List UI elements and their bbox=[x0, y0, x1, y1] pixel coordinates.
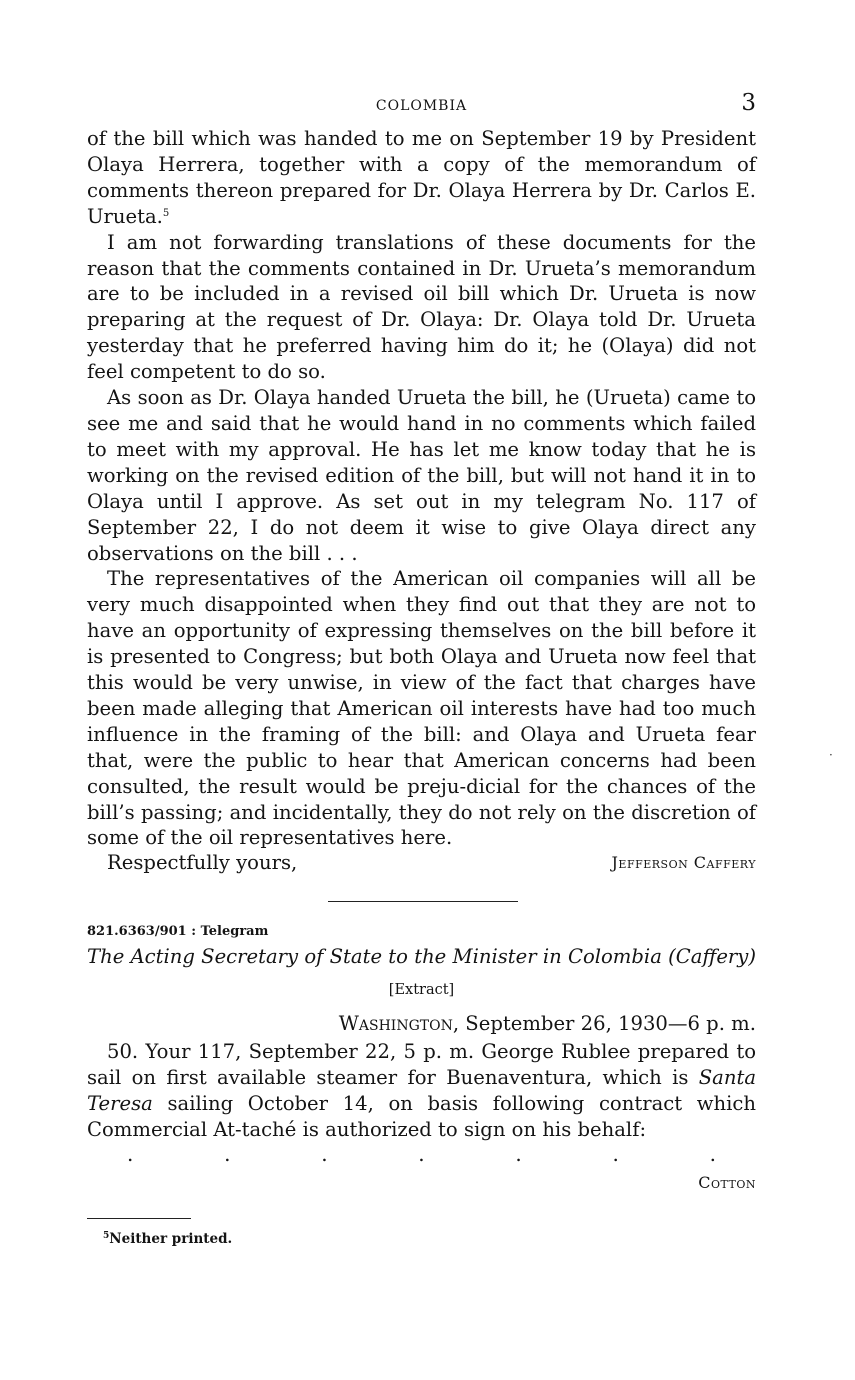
dateline-place: Washington bbox=[338, 1012, 453, 1036]
omission-dot: . bbox=[515, 1142, 522, 1166]
paragraph-2: I am not forwarding translations of these documents for the reason that the comments contained in Dr. Urueta’s memorandum are to be included in a revised oil bill which Dr. Urueta is now preparing at the request of Dr. Olaya: Dr. Olaya told Dr. Urueta yesterday that he preferred having him do it; he (Olaya) did not feel competent to do so. bbox=[87, 230, 756, 384]
omission-dot: . bbox=[418, 1142, 425, 1166]
omission-dot: . bbox=[709, 1142, 716, 1166]
footnote-divider bbox=[87, 1218, 191, 1219]
document-page bbox=[87, 86, 756, 1247]
footnote-text: Neither printed. bbox=[109, 1231, 233, 1247]
stray-mark: · bbox=[829, 748, 833, 762]
dateline-date: , September 26, 1930—6 p. m. bbox=[452, 1012, 756, 1036]
omission-dots bbox=[87, 1142, 756, 1166]
footnote bbox=[87, 1231, 756, 1247]
omission-dot: . bbox=[321, 1142, 328, 1166]
telegram-paragraph: 50. Your 117, September 22, 5 p. m. George Rublee prepared to sail on first available steamer for Buenaventura, which is Santa Teresa sailing October 14, on basis following contract which Commercial At-taché is authorized to sign on his behalf: bbox=[87, 1040, 756, 1142]
paragraph-1: of the bill which was handed to me on September 19 by President Olaya Herrera, together with a copy of the memorandum of comments thereon prepared for Dr. Olaya Herrera by Dr. Carlos E. Urueta.$^5$ bbox=[87, 127, 756, 228]
extract-label: [Extract] bbox=[388, 982, 455, 999]
paragraph-3: As soon as Dr. Olaya handed Urueta the bill, he (Urueta) came to see me and said that he would hand in no comments which failed to meet with my approval. He has let me know today that he is working on the revised edition of the bill, but will not hand it in to Olaya until I approve. As set out in my telegram No. 117 of September 22, I do not deem it wise to give Olaya direct any observations on the bill . . . bbox=[87, 386, 756, 565]
ship-name: Santa Teresa bbox=[87, 1066, 756, 1116]
letter-closing bbox=[87, 851, 756, 881]
file-number: 821.6363/901 : Telegram bbox=[87, 924, 269, 940]
telegram-body bbox=[87, 1039, 756, 1143]
omission-dot: . bbox=[127, 1142, 134, 1166]
omission-dot: . bbox=[224, 1142, 231, 1166]
paragraph-4: The representatives of the American oil companies will all be very much disappointed when they find out that they are not to have an opportunity of expressing themselves on the bill before it is presented to Congress; but both Olaya and Urueta now feel that this would be very unwise, in view of the fact that charges have been made alleging that American oil interests have had too much influence in the framing of the bill: and Olaya and Urueta fear that, were the public to hear that American concerns had been consulted, the result would be preju-dicial for the chances of the bill’s passing; and incidentally, they do not rely on the discretion of some of the oil representatives here. bbox=[87, 567, 756, 850]
telegram-signer: Cotton bbox=[698, 1173, 756, 1192]
signer-name: Jefferson Caffery bbox=[611, 853, 756, 873]
document-title: The Acting Secretary of State to the Minister in Colombia (Caffery) bbox=[87, 945, 757, 969]
running-header bbox=[87, 86, 756, 126]
omission-dot: . bbox=[612, 1142, 619, 1166]
recipient-name: (Caffery) bbox=[668, 945, 757, 969]
footnote-mark: 5 bbox=[103, 1231, 110, 1241]
footnote-reference: 5 bbox=[162, 207, 170, 219]
running-title: COLOMBIA bbox=[375, 98, 468, 114]
letter-body bbox=[87, 126, 756, 851]
page-number: 3 bbox=[741, 90, 756, 116]
salutation: Respectfully yours, bbox=[107, 851, 298, 875]
section-divider bbox=[328, 901, 518, 902]
dateline bbox=[87, 1012, 756, 1035]
